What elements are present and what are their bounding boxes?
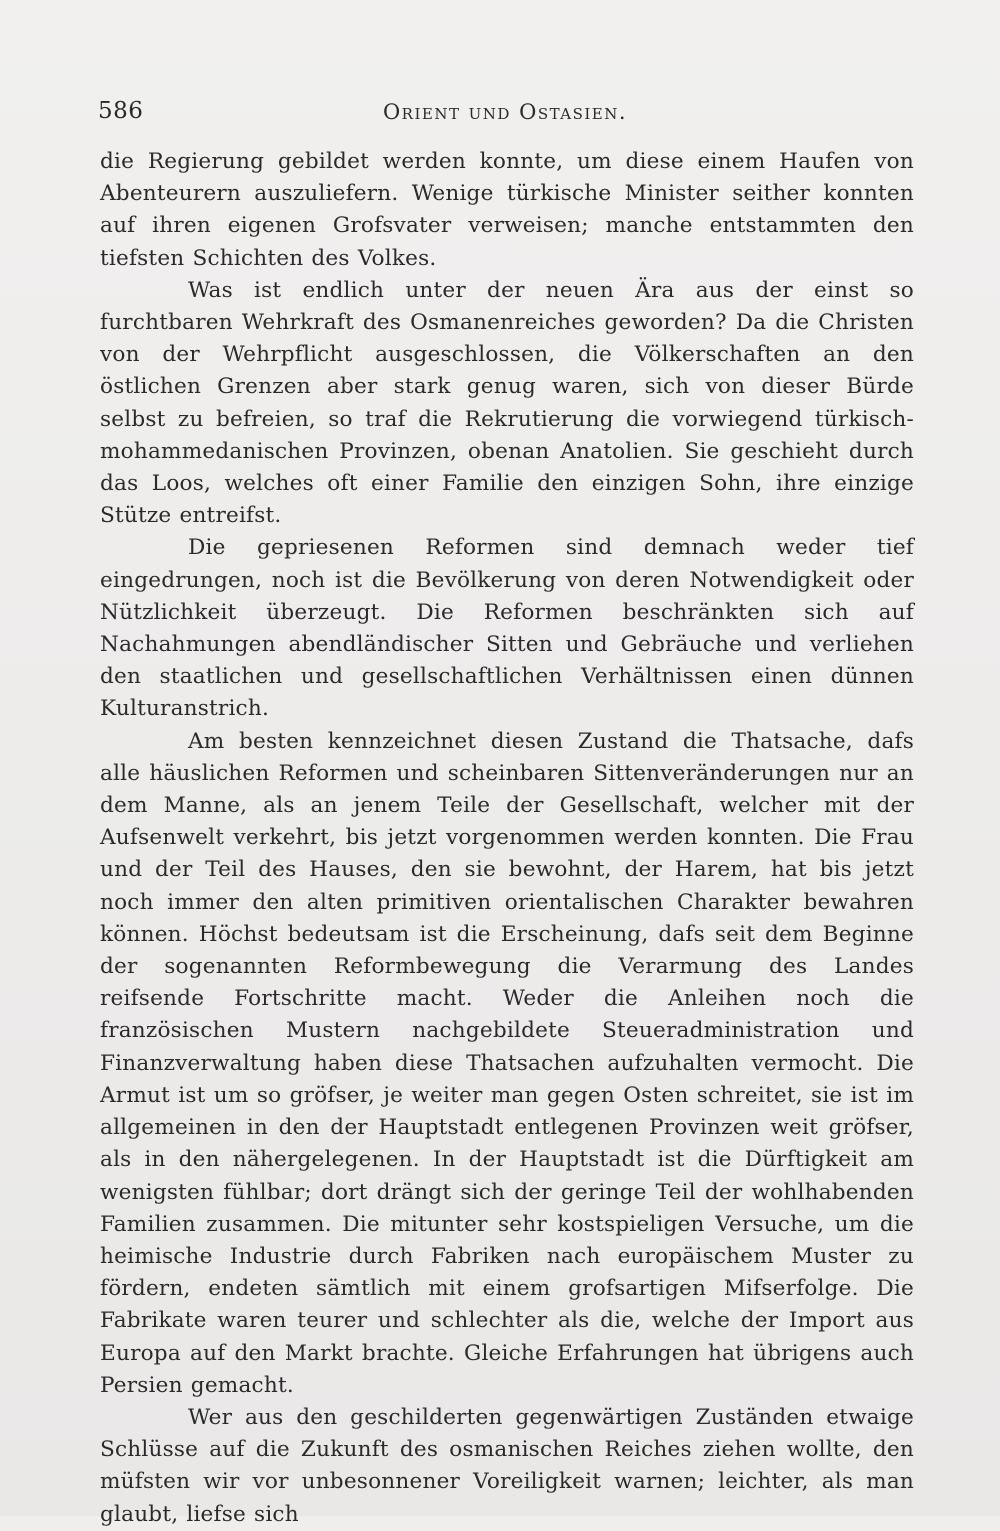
paragraph: Was ist endlich unter der neuen Ära aus der einst so furchtbaren Wehrkraft des Osmanenreiches geworden? Da die Christen von der Wehrpflicht ausgeschlossen, die Völkerschaften an den östlichen Grenzen aber stark genug waren, sich von dieser Bürde selbst zu befreien, so traf die Rekrutierung die vorwiegend türkisch-mohammedanischen Provinzen, obenan Anatolien. Sie geschieht durch das Loos, welches oft einer Familie den einzigen Sohn, ihre einzige Stütze entreifst.	[100, 277, 914, 529]
body-text	[100, 146, 914, 1531]
paragraph: Die gepriesenen Reformen sind demnach weder tief eingedrungen, noch ist die Bevölkerung von deren Notwendigkeit oder Nützlichkeit überzeugt. Die Reformen beschränkten sich auf Nachahmungen abendländischer Sitten und Gebräuche und verliehen den staatlichen und gesellschaftlichen Verhältnissen einen dünnen Kulturanstrich.	[100, 535, 914, 722]
running-head: Orient und Ostasien.	[382, 100, 628, 124]
page-header	[98, 98, 912, 132]
page-number: 586	[98, 98, 144, 124]
paragraph-continued: die Regierung gebildet werden konnte, um diese einem Haufen von Abenteurern auszuliefern. Wenige türkische Minister seither konnten auf ihren eigenen Grofsvater verweisen; manche entstammten den tiefsten Schichten des Volkes.	[100, 149, 914, 271]
paragraph: Am besten kennzeichnet diesen Zustand die Thatsache, dafs alle häuslichen Reformen und scheinbaren Sittenveränderungen nur an dem Manne, als an jenem Teile der Gesellschaft, welcher mit der Aufsenwelt verkehrt, bis jetzt vorgenommen werden konnten. Die Frau und der Teil des Hauses, den sie bewohnt, der Harem, hat bis jetzt noch immer den alten primitiven orientalischen Charakter bewahren können. Höchst bedeutsam ist die Erscheinung, dafs seit dem Beginne der sogenannten Reformbewegung die Verarmung des Landes reifsende Fortschritte macht. Weder die Anleihen noch die französischen Mustern nachgebildete Steueradministration und Finanzverwaltung haben diese Thatsachen aufzuhalten vermocht. Die Armut ist um so gröfser, je weiter man gegen Osten schreitet, sie ist im allgemeinen in den der Hauptstadt entlegenen Provinzen weit gröfser, als in den nähergelegenen. In der Hauptstadt ist die Dürftigkeit am wenigsten fühlbar; dort drängt sich der geringe Teil der wohlhabenden Familien zusammen. Die mitunter sehr kostspieligen Versuche, um die heimische Industrie durch Fabriken nach europäischem Muster zu fördern, endeten sämtlich mit einem grofsartigen Mifserfolge. Die Fabrikate waren teurer und schlechter als die, welche der Import aus Europa auf den Markt brachte. Gleiche Erfahrungen hat übrigens auch Persien gemacht.	[100, 728, 914, 1398]
paragraph: Wer aus den geschilderten gegenwärtigen Zuständen etwaige Schlüsse auf die Zukunft des osmanischen Reiches ziehen wollte, den müfsten wir vor unbesonnener Voreiligkeit warnen; leichter, als man glaubt, liefse sich	[100, 1404, 914, 1527]
